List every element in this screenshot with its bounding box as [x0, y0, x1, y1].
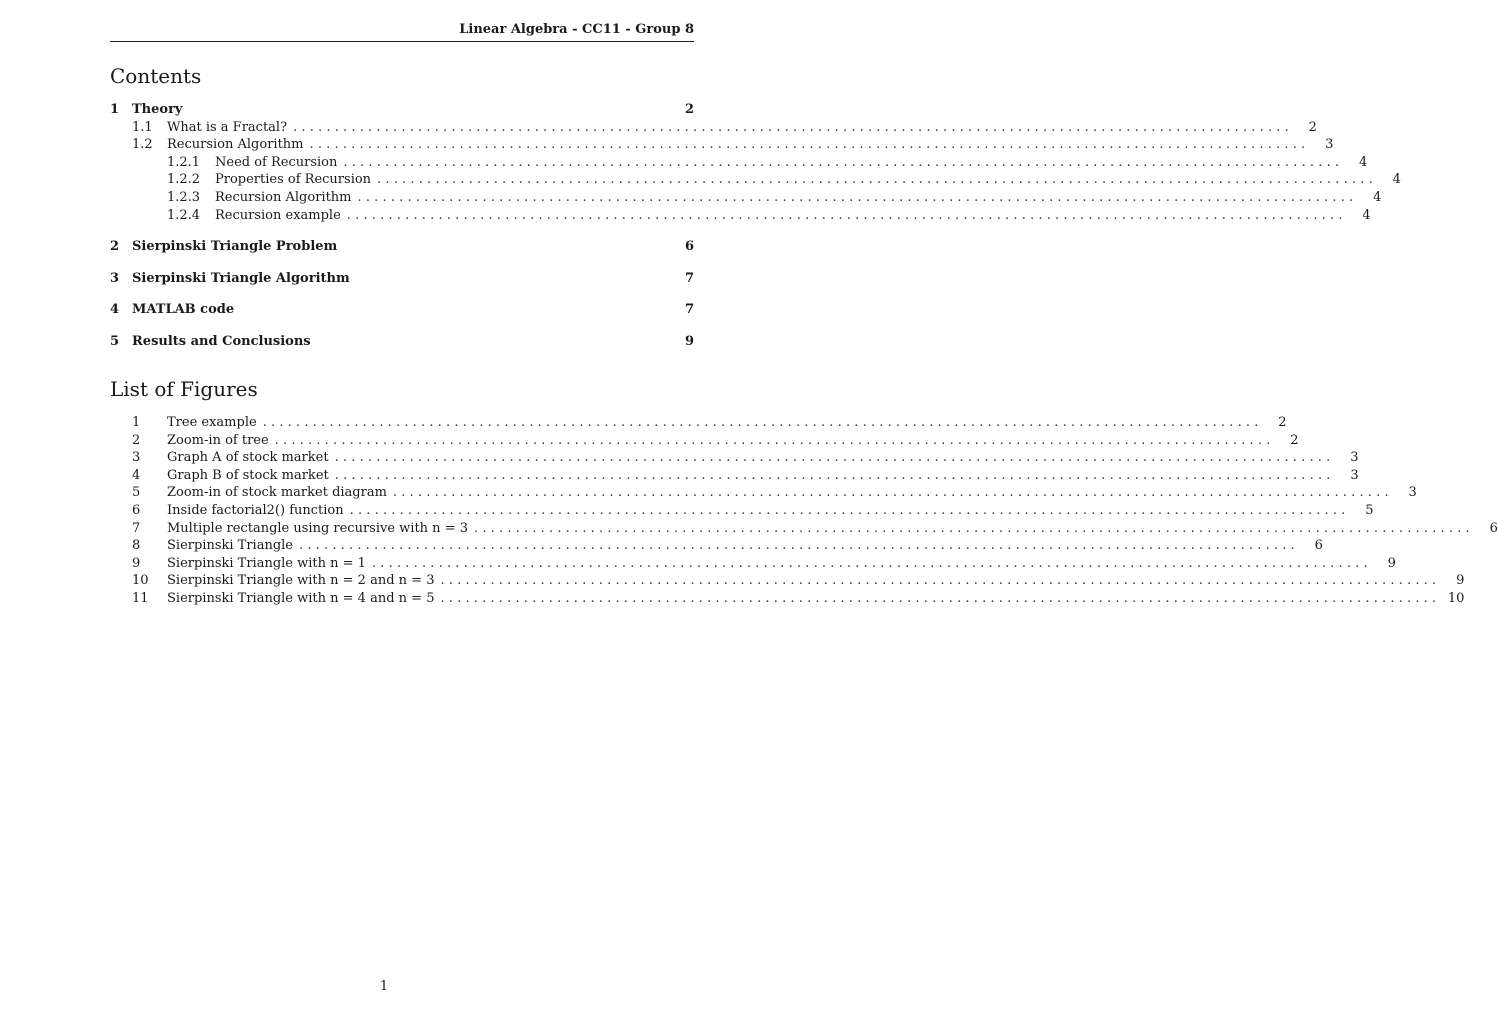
dot-leader: ........................................................................................................................: [440, 573, 1441, 589]
dot-leader: ........................................................................................................................: [474, 520, 1474, 536]
toc-entry-page: 7: [684, 302, 694, 318]
toc-entry[interactable]: [110, 171, 1401, 189]
toc-entry-number: 1.2: [132, 137, 153, 153]
toc-entry[interactable]: [110, 154, 1368, 172]
figure-entry-page: 9: [1456, 573, 1465, 589]
figure-entry-number: 1: [132, 415, 141, 430]
toc-entry[interactable]: [110, 136, 1334, 154]
dot-leader: ........................................................................................................................: [334, 450, 1335, 466]
toc-entry-number: 4: [110, 302, 120, 318]
figure-entry-title: Sierpinski Triangle: [167, 538, 294, 554]
dot-leader: ........................................................................................................................: [262, 415, 1263, 430]
toc-entry-page: 4: [1373, 189, 1382, 205]
figure-entry-page: 3: [1350, 467, 1359, 483]
figure-entry-number: 4: [132, 467, 141, 483]
dot-leader: ........................................................................................................................: [309, 137, 1310, 153]
figure-entry-title: Zoom-in of tree: [167, 432, 269, 448]
toc-entry[interactable]: [110, 189, 1382, 207]
dot-leader: ........................................................................................................................: [392, 485, 1393, 501]
figure-entry-page: 6: [1314, 538, 1323, 554]
figure-entry-number: 7: [132, 520, 141, 536]
toc-entry[interactable]: [110, 270, 694, 288]
figure-entry-title: Sierpinski Triangle with n = 4 and n = 5: [167, 590, 435, 606]
figure-entry-number: 8: [132, 538, 141, 554]
figure-entry-number: 5: [132, 485, 141, 501]
figure-entry-title: Graph A of stock market: [167, 450, 329, 466]
dot-leader: ........................................................................................................................: [440, 590, 1441, 606]
figure-entry-title: Zoom-in of stock market diagram: [167, 485, 387, 501]
figure-entry-number: 10: [132, 573, 149, 589]
figure-entry-number: 6: [132, 502, 141, 518]
toc-entry[interactable]: [110, 207, 1371, 225]
figure-entry-number: 9: [132, 555, 141, 571]
toc-entry-title: Recursion Algorithm: [215, 189, 352, 205]
toc-entry-title: What is a Fractal?: [167, 119, 288, 135]
figure-entry-page: 10: [1447, 590, 1465, 606]
toc-entry-page: 9: [684, 333, 694, 349]
dot-leader: ........................................................................................................................: [274, 432, 1275, 448]
figure-entry-page: 9: [1387, 555, 1396, 571]
toc-entry-page: 3: [1325, 137, 1334, 153]
toc-entry-number: 1.2.4: [167, 207, 201, 223]
figure-entry-title: Graph B of stock market: [167, 467, 329, 483]
figure-entry[interactable]: [110, 467, 1359, 485]
toc-entry[interactable]: [110, 238, 694, 256]
figure-entry-page: 3: [1408, 485, 1417, 501]
figure-entry[interactable]: [110, 520, 1498, 538]
figure-entry[interactable]: [110, 414, 1287, 432]
dot-leader: ........................................................................................................................: [349, 502, 1350, 518]
toc-entry-title: Need of Recursion: [215, 154, 338, 170]
running-header: Linear Algebra - CC11 - Group 8: [110, 22, 694, 42]
toc-entry-title: Recursion example: [215, 207, 341, 223]
page-number: 1: [379, 979, 389, 994]
figure-entry-page: 6: [1489, 520, 1498, 536]
toc-entry[interactable]: [110, 119, 1317, 137]
figure-entry-page: 5: [1365, 502, 1374, 518]
toc-entry[interactable]: [110, 333, 694, 351]
toc-entry-title: Results and Conclusions: [132, 333, 311, 349]
contents-title: Contents: [110, 64, 202, 88]
dot-leader: ........................................................................................................................: [346, 207, 1347, 223]
dot-leader: ........................................................................................................................: [357, 189, 1358, 205]
figure-entry-title: Multiple rectangle using recursive with n = 3: [167, 520, 468, 536]
toc-entry-page: 7: [684, 270, 694, 286]
toc-entry-number: 5: [110, 333, 120, 349]
toc-entry-number: 1.2.3: [167, 189, 201, 205]
figure-entry[interactable]: [110, 484, 1417, 502]
table-of-contents: [110, 101, 1401, 351]
figure-entry[interactable]: [110, 572, 1465, 590]
toc-entry-page: 4: [1392, 172, 1401, 188]
toc-entry-number: 3: [110, 270, 120, 286]
toc-entry-title: Sierpinski Triangle Problem: [132, 239, 338, 255]
figure-entry[interactable]: [110, 555, 1396, 573]
toc-entry-number: 1.2.2: [167, 172, 201, 188]
figure-entry-number: 11: [132, 590, 149, 606]
list-of-figures-title: List of Figures: [110, 377, 258, 401]
list-of-figures: [110, 414, 1498, 608]
figure-entry[interactable]: [110, 502, 1374, 520]
dot-leader: ........................................................................................................................: [293, 119, 1293, 135]
dot-leader: ........................................................................................................................: [299, 538, 1299, 554]
figure-entry-title: Inside factorial2() function: [167, 502, 344, 518]
toc-entry-page: 2: [684, 102, 694, 117]
figure-entry-title: Sierpinski Triangle with n = 2 and n = 3: [167, 573, 435, 589]
toc-entry-title: Sierpinski Triangle Algorithm: [132, 270, 350, 286]
toc-entry-title: Properties of Recursion: [215, 172, 372, 188]
toc-entry-title: MATLAB code: [132, 302, 235, 318]
figure-entry-page: 2: [1278, 415, 1287, 430]
figure-entry-page: 3: [1350, 450, 1359, 466]
figure-entry-page: 2: [1290, 432, 1299, 448]
figure-entry[interactable]: [110, 449, 1359, 467]
toc-entry-title: Theory: [132, 102, 183, 117]
toc-entry-number: 1.2.1: [167, 154, 201, 170]
toc-entry-number: 1.1: [132, 119, 153, 135]
figure-entry[interactable]: [110, 537, 1323, 555]
figure-entry-title: Tree example: [167, 415, 257, 430]
figure-entry[interactable]: [110, 590, 1465, 608]
dot-leader: ........................................................................................................................: [343, 154, 1344, 170]
toc-entry[interactable]: [110, 101, 694, 119]
figure-entry[interactable]: [110, 432, 1299, 450]
toc-entry-number: 2: [110, 239, 120, 255]
toc-entry-number: 1: [110, 102, 120, 117]
toc-entry-page: 4: [1358, 154, 1368, 170]
dot-leader: ........................................................................................................................: [371, 555, 1372, 571]
toc-entry-page: 2: [1308, 119, 1317, 135]
dot-leader: ........................................................................................................................: [334, 467, 1335, 483]
toc-entry-page: 6: [684, 239, 694, 255]
dot-leader: ........................................................................................................................: [377, 172, 1377, 188]
toc-entry[interactable]: [110, 301, 694, 319]
figure-entry-number: 3: [132, 450, 141, 466]
figure-entry-title: Sierpinski Triangle with n = 1: [167, 555, 366, 571]
figure-entry-number: 2: [132, 432, 141, 448]
toc-entry-page: 4: [1362, 207, 1371, 223]
toc-entry-title: Recursion Algorithm: [167, 137, 304, 153]
